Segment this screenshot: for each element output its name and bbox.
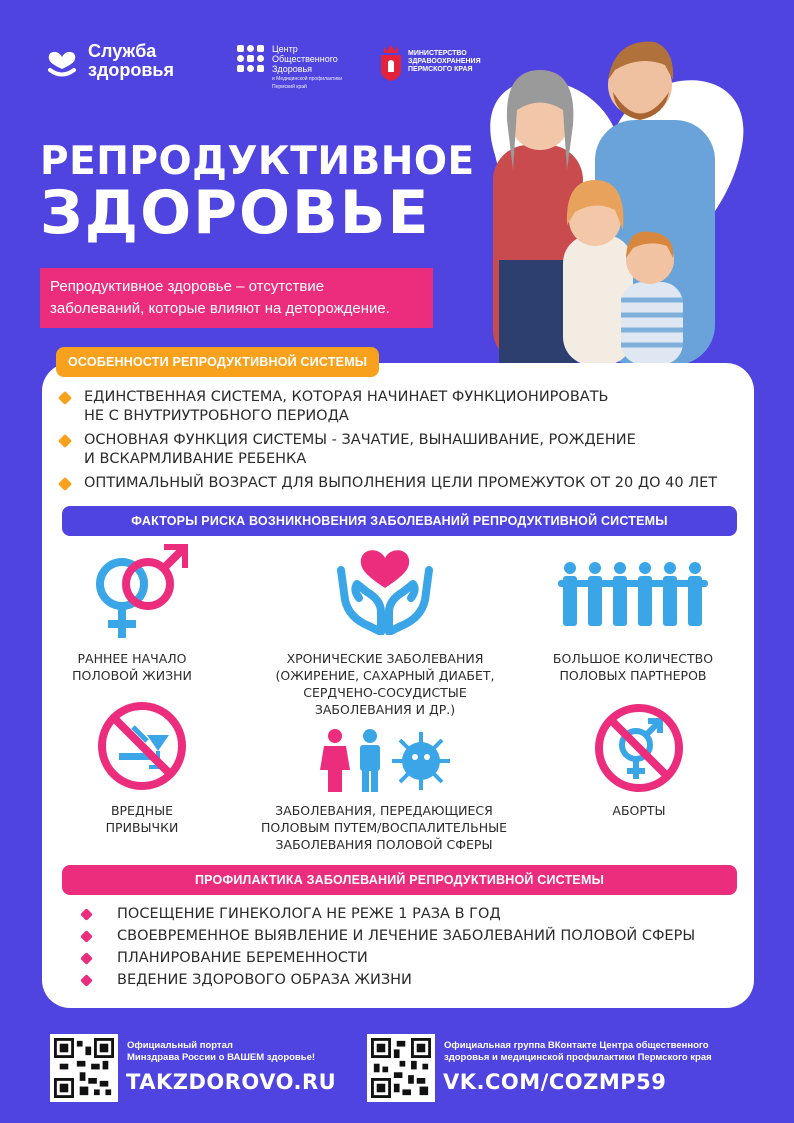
no-abortion-icon: [594, 703, 684, 793]
logo3-line1: МИНИСТЕРСТВО: [408, 50, 467, 57]
risk-3-line1: БОЛЬШОЕ КОЛИЧЕСТВО: [552, 651, 714, 666]
prevention-2-text: СВОЕВРЕМЕННОЕ ВЫЯВЛЕНИЕ И ЛЕЧЕНИЕ ЗАБОЛЕВАНИЙ ПОЛОВОЙ СФЕРЫ: [117, 928, 696, 944]
risk-label-5: [238, 802, 530, 853]
prevention-item-3: [82, 948, 368, 968]
risk-2-line4: ЗАБОЛЕВАНИЯ И ДР.): [314, 702, 456, 717]
family-illustration: [455, 20, 775, 365]
prevention-1-text: ПОСЕЩЕНИЕ ГИНЕКОЛОГА НЕ РЕЖЕ 1 РАЗА В ГОД: [117, 906, 501, 922]
prevention-item-4: [82, 970, 412, 990]
risk-label-6: [560, 802, 718, 819]
feature-1-line2: НЕ С ВНУТРИУТРОБНОГО ПЕРИОДА: [84, 408, 349, 424]
heart-smile-icon: [44, 43, 80, 79]
risk-2-line2: (ОЖИРЕНИЕ, САХАРНЫЙ ДИАБЕТ,: [275, 668, 495, 683]
no-bad-habits-icon: [97, 701, 187, 791]
risk-1-line1: РАННЕЕ НАЧАЛО: [77, 651, 187, 666]
logo1-line2: здоровья: [88, 60, 174, 80]
people-group-icon: [558, 560, 708, 628]
footer-left-url-link[interactable]: TAKZDOROVO.RU: [126, 1070, 337, 1094]
qr-code-icon: [54, 1038, 114, 1098]
logo3-line3: ПЕРМСКОГО КРАЯ: [408, 66, 473, 73]
qr-code-icon: [371, 1038, 431, 1098]
risks-heading: ФАКТОРЫ РИСКА ВОЗНИКНОВЕНИЯ ЗАБОЛЕВАНИЙ РЕПРОДУКТИВНОЙ СИСТЕМЫ: [62, 506, 737, 536]
risk-label-4: [50, 802, 234, 836]
heart-hands-icon: [335, 540, 435, 635]
pink-bullet-icon: [80, 908, 93, 921]
risk-4-line1: ВРЕДНЫЕ: [110, 803, 174, 818]
footer-left-line2: Минздрава России о ВАШЕМ здоровье!: [127, 1052, 316, 1063]
definition-box: [40, 268, 433, 328]
prevention-item-1: [82, 904, 501, 924]
risk-5-line2: ПОЛОВЫМ ПУТЕМ/ВОСПАЛИТЕЛЬНЫЕ: [260, 820, 508, 835]
risk-label-2: [245, 650, 525, 718]
pink-bullet-icon: [80, 952, 93, 965]
logo3-line2: ЗДРАВООХРАНЕНИЯ: [408, 58, 481, 65]
risk-2-line1: ХРОНИЧЕСКИЕ ЗАБОЛЕВАНИЯ: [286, 651, 484, 666]
prevention-item-2: [82, 926, 695, 946]
footer-right-line1: Официальная группа ВКонтакте Центра общественного: [444, 1040, 709, 1051]
feature-1-line1: ЕДИНСТВЕННАЯ СИСТЕМА, КОТОРАЯ НАЧИНАЕТ ФУНКЦИОНИРОВАТЬ: [84, 389, 609, 405]
feature-2-line2: И ВСКАРМЛИВАНИЕ РЕБЕНКА: [84, 451, 307, 467]
logo2-line1: Центр: [272, 44, 298, 54]
footer-left-caption: [127, 1040, 315, 1064]
logo2-line3: Здоровья: [272, 64, 313, 74]
features-heading: ОСОБЕННОСТИ РЕПРОДУКТИВНОЙ СИСТЕМЫ: [56, 347, 379, 377]
pink-bullet-icon: [80, 974, 93, 987]
logo-sluzhba-zdorovya: [44, 42, 174, 80]
feature-2-line1: ОСНОВНАЯ ФУНКЦИЯ СИСТЕМЫ - ЗАЧАТИЕ, ВЫНАШИВАНИЕ, РОЖДЕНИЕ: [84, 432, 636, 448]
perm-coat-of-arms-icon: [380, 42, 402, 82]
prevention-4-text: ВЕДЕНИЕ ЗДОРОВОГО ОБРАЗА ЖИЗНИ: [117, 972, 412, 988]
risk-3-line2: ПОЛОВЫХ ПАРТНЕРОВ: [559, 668, 707, 683]
qr-code-takzdorovo[interactable]: [50, 1034, 118, 1102]
orange-bullet-icon: [58, 434, 72, 448]
logo2-sub2: Пермский край: [272, 84, 307, 90]
title-line1: РЕПРОДУКТИВНОЕ: [40, 139, 475, 184]
logo2-sub1: и Медицинской профилактики: [272, 76, 343, 82]
qr-code-vk[interactable]: [367, 1034, 435, 1102]
feature-item-1: [56, 388, 756, 426]
risk-4-line2: ПРИВЫЧКИ: [105, 820, 179, 835]
feature-item-3: [56, 474, 756, 493]
dots-grid-icon: [236, 44, 266, 74]
page-title: [40, 139, 475, 248]
footer-right-caption: [444, 1040, 712, 1064]
footer-right-url-link[interactable]: VK.COM/COZMP59: [443, 1070, 667, 1094]
logo-center-public-health: [236, 44, 342, 90]
title-line2: ЗДОРОВЬЕ: [40, 178, 431, 248]
feature-3-line1: ОПТИМАЛЬНЫЙ ВОЗРАСТ ДЛЯ ВЫПОЛНЕНИЯ ЦЕЛИ ПРОМЕЖУТОК ОТ 20 ДО 40 ЛЕТ: [84, 475, 718, 491]
pink-bullet-icon: [80, 930, 93, 943]
logo1-line1: Служба: [88, 41, 157, 61]
definition-line2: заболеваний, которые влияют на деторождение.: [50, 300, 390, 317]
orange-bullet-icon: [58, 477, 72, 491]
logo2-line2: Общественного: [272, 54, 338, 64]
risk-label-1: [50, 650, 214, 684]
risk-1-line2: ПОЛОВОЙ ЖИЗНИ: [72, 668, 192, 683]
risk-label-3: [540, 650, 726, 684]
feature-item-2: [56, 431, 756, 469]
prevention-3-text: ПЛАНИРОВАНИЕ БЕРЕМЕННОСТИ: [117, 950, 368, 966]
gender-symbols-icon: [92, 544, 188, 640]
risk-5-line3: ЗАБОЛЕВАНИЯ ПОЛОВОЙ СФЕРЫ: [275, 837, 493, 852]
risk-6-line1: АБОРТЫ: [612, 803, 666, 818]
std-virus-icon: [318, 728, 453, 794]
risk-2-line3: СЕРДЧЕНО-СОСУДИСТЫЕ: [303, 685, 467, 700]
risk-5-line1: ЗАБОЛЕВАНИЯ, ПЕРЕДАЮЩИЕСЯ: [275, 803, 493, 818]
footer-left-line1: Официальный портал: [127, 1040, 233, 1051]
prevention-heading: ПРОФИЛАКТИКА ЗАБОЛЕВАНИЙ РЕПРОДУКТИВНОЙ СИСТЕМЫ: [62, 865, 737, 895]
orange-bullet-icon: [58, 391, 72, 405]
definition-line1: Репродуктивное здоровье – отсутствие: [50, 278, 325, 295]
footer-right-line2: здоровья и медицинской профилактики Пермского края: [444, 1052, 712, 1063]
